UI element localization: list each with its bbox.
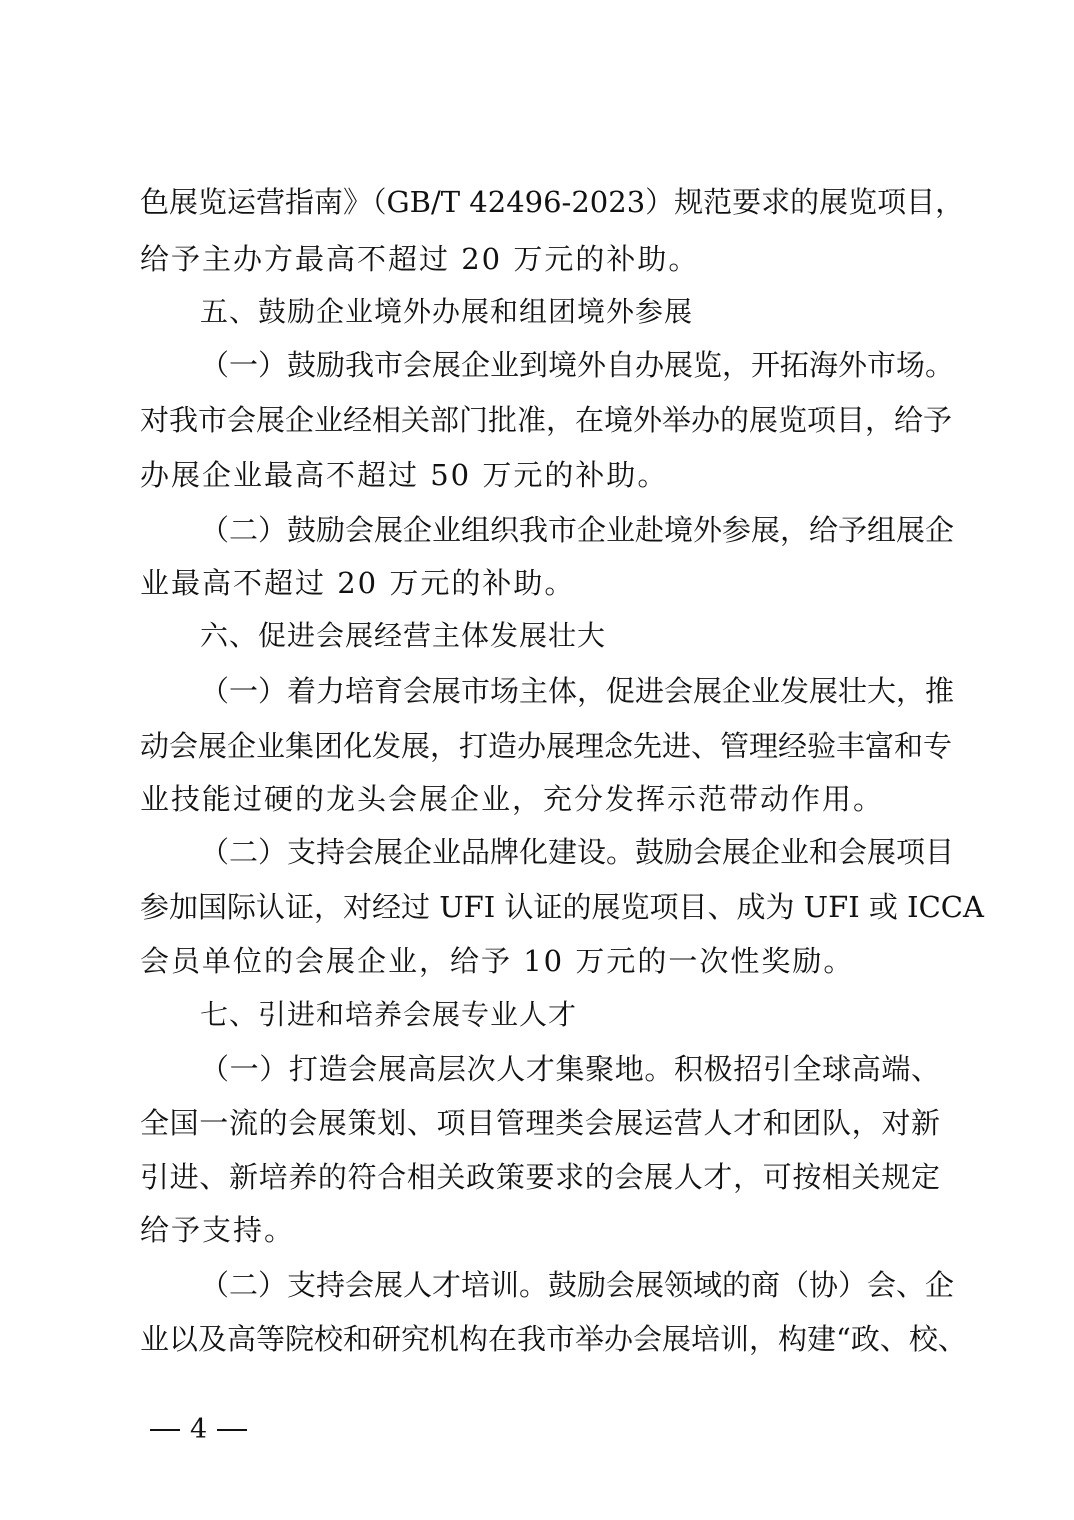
body-line: 色展览运营指南》（GB/T 42496-2023）规范要求的展览项目， (140, 185, 965, 219)
body-line: 动会展企业集团化发展，打造办展理念先进、管理经验丰富和专 (140, 729, 953, 763)
body-line: 业最高不超过 20 万元的补助。 (140, 566, 576, 600)
body-line: 参加国际认证，对经过 UFI 认证的展览项目、成为 UFI 或 ICCA (140, 890, 984, 924)
page-footer (150, 1410, 247, 1450)
footer-dash-left (150, 1429, 180, 1431)
body-line: （二）鼓励会展企业组织我市企业赴境外参展，给予组展企 (200, 513, 955, 547)
body-line: （一）着力培育会展市场主体，促进会展企业发展壮大，推 (200, 674, 955, 708)
body-line: 给予支持。 (140, 1213, 296, 1247)
body-line: （一）打造会展高层次人才集聚地。积极招引全球高端、 (200, 1052, 940, 1086)
page-number: 4 (190, 1414, 208, 1445)
body-line: （二）支持会展人才培训。鼓励会展领域的商（协）会、企 (200, 1268, 955, 1302)
body-line: 给予主办方最高不超过 20 万元的补助。 (140, 242, 700, 276)
body-line: 业以及高等院校和研究机构在我市举办会展培训，构建“政、校、 (140, 1322, 967, 1356)
body-line: 业技能过硬的龙头会展企业，充分发挥示范带动作用。 (140, 782, 885, 816)
body-line: 对我市会展企业经相关部门批准，在境外举办的展览项目，给予 (140, 403, 953, 437)
section-heading-7: 七、引进和培养会展专业人才 (200, 998, 578, 1031)
footer-dash-right (217, 1429, 247, 1431)
body-line: 引进、新培养的符合相关政策要求的会展人才，可按相关规定 (140, 1160, 940, 1194)
body-line: 会员单位的会展企业，给予 10 万元的一次性奖励。 (140, 944, 855, 978)
section-heading-5: 五、鼓励企业境外办展和组团境外参展 (200, 295, 694, 328)
body-line: 办展企业最高不超过 50 万元的补助。 (140, 458, 669, 492)
body-line: 全国一流的会展策划、项目管理类会展运营人才和团队，对新 (140, 1106, 940, 1140)
body-line: （二）支持会展企业品牌化建设。鼓励会展企业和会展项目 (200, 835, 955, 869)
section-heading-6: 六、促进会展经营主体发展壮大 (200, 619, 607, 652)
body-line: （一）鼓励我市会展企业到境外自办展览，开拓海外市场。 (200, 348, 955, 382)
